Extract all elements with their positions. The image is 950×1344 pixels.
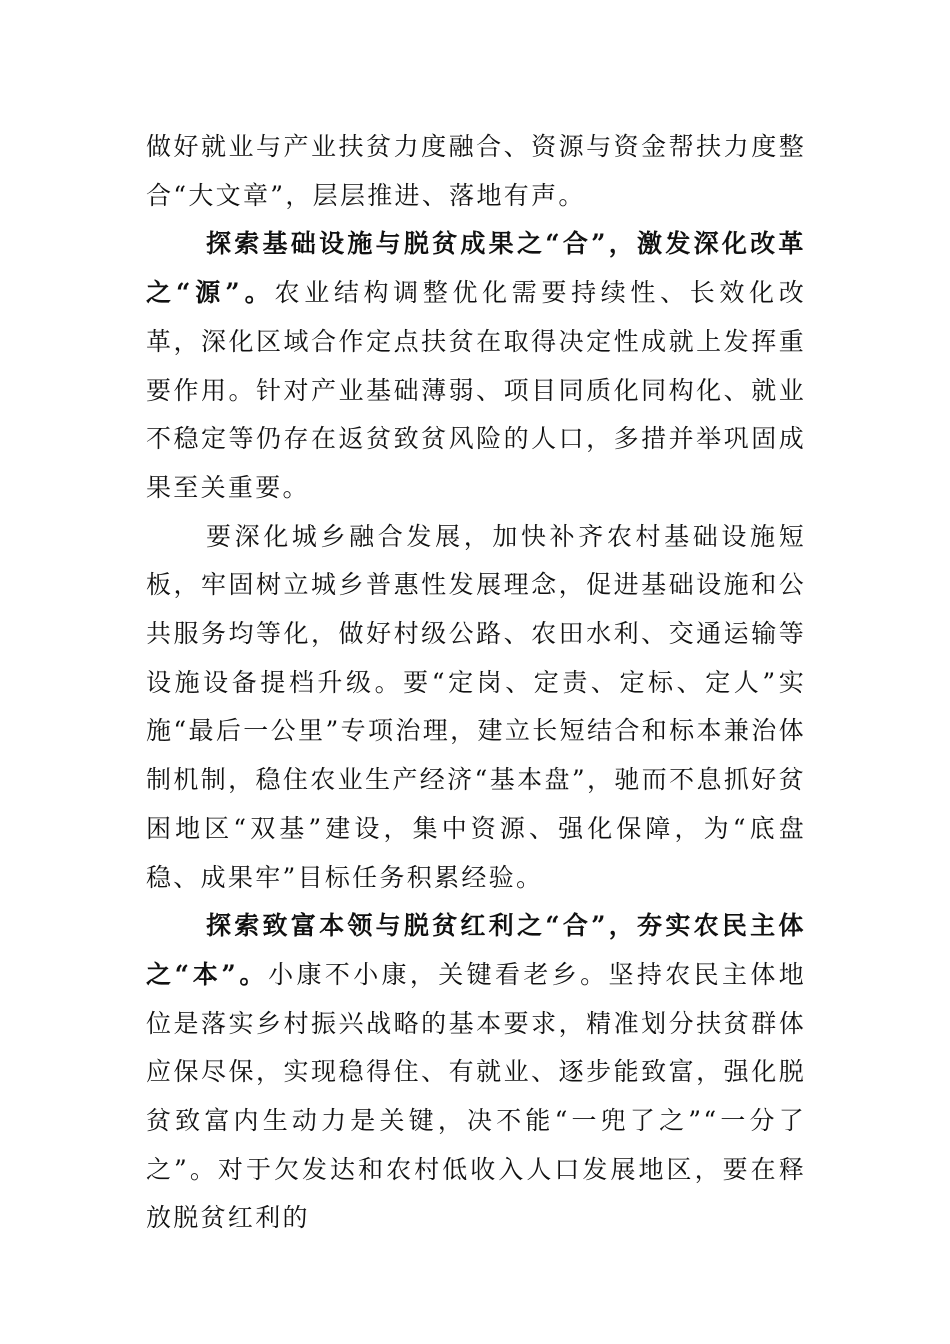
document-body (146, 123, 806, 1243)
section-heading-infrastructure: 探索基础设施与脱贫成果之“合”，激发深化改革之“源”。 (146, 229, 806, 308)
paragraph-3 (146, 513, 806, 903)
paragraph-4 (146, 902, 806, 1243)
paragraph-4-text: 小康不小康，关键看老乡。坚持农民主体地位是落实乡村振兴战略的基本要求，精准划分扶贫群体应保尽保，实现稳得住、有就业、逐步能致富，强化脱贫致富内生动力是关键，决不能“一兜了之”“一分了之”。对于欠发达和农村低收入人口发展地区，要在释放脱贫红利的 (146, 959, 806, 1233)
paragraph-1-text: 做好就业与产业扶贫力度融合、资源与资金帮扶力度整合“大文章”，层层推进、落地有声。 (146, 132, 806, 210)
section-heading-farmers: 探索致富本领与脱贫红利之“合”，夯实农民主体之“本”。 (146, 911, 806, 989)
paragraph-2-text: 农业结构调整优化需要持续性、长效化改革，深化区域合作定点扶贫在取得决定性成就上发挥重要作用。针对产业基础薄弱、项目同质化同构化、就业不稳定等仍存在返贫致贫风险的人口，多措并举巩固成果至关重要。 (146, 278, 806, 502)
paragraph-1 (146, 123, 806, 220)
paragraph-2 (146, 220, 806, 512)
paragraph-3-text: 要深化城乡融合发展，加快补齐农村基础设施短板，牢固树立城乡普惠性发展理念，促进基础设施和公共服务均等化，做好村级公路、农田水利、交通运输等设施设备提档升级。要“定岗、定责、定标、定人”实施“最后一公里”专项治理，建立长短结合和标本兼治体制机制，稳住农业生产经济“基本盘”，驰而不息抓好贫困地区“双基”建设，集中资源、强化保障，为“底盘稳、成果牢”目标任务积累经验。 (146, 521, 806, 892)
